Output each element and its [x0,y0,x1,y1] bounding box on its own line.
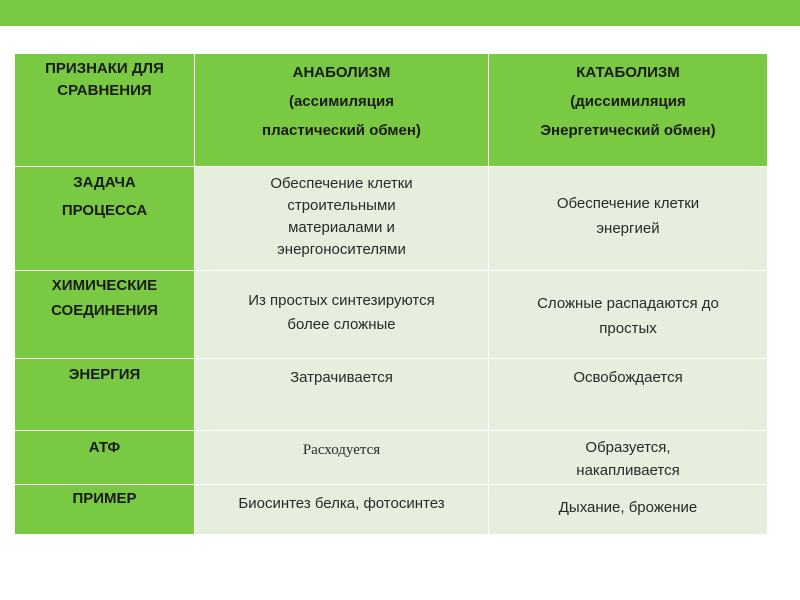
header-criteria-line: ПРИЗНАКИ ДЛЯ [45,60,164,77]
row-label-task [15,167,195,271]
header-criteria-line: СРАВНЕНИЯ [57,82,152,99]
cell-line: Дыхание, брожение [558,499,698,516]
row-label-energy [15,359,195,431]
cell-line: накапливается [576,462,680,479]
table-row [15,485,768,535]
cell-line: энергоносителями [277,241,406,258]
cell-anabolism-task [195,167,489,271]
cell-line: Биосинтез белка, фотосинтез [238,495,445,512]
comparison-table [14,53,767,534]
cell-line: энергией [596,220,660,237]
header-catabolism-title: КАТАБОЛИЗМ [576,64,680,81]
row-label-line: ЗАДАЧА [73,174,136,191]
row-label-example [15,485,195,535]
row-label-compounds [15,271,195,359]
table-row [15,271,768,359]
table-row [15,431,768,485]
cell-line: более сложные [287,316,396,333]
header-anabolism-title: АНАБОЛИЗМ [292,64,391,81]
header-catabolism-line: Энергетический обмен) [540,122,716,139]
table-row [15,359,768,431]
top-accent-bar [0,0,800,26]
row-label-atp [15,431,195,485]
cell-line: строительными [287,197,396,214]
cell-line: Обеспечение клетки [556,195,700,212]
cell-line: Освобождается [573,369,683,386]
cell-anabolism-example [195,485,489,535]
table-row [15,167,768,271]
row-label-line: СОЕДИНЕНИЯ [51,302,158,319]
cell-catabolism-energy [489,359,768,431]
row-label-line: ЭНЕРГИЯ [68,366,141,383]
header-anabolism [195,54,489,167]
cell-catabolism-compounds [489,271,768,359]
cell-line: Сложные распадаются до [537,295,719,312]
header-catabolism [489,54,768,167]
cell-line: Расходуется [302,442,381,458]
cell-line: Образуется, [585,439,671,456]
cell-anabolism-compounds [195,271,489,359]
cell-catabolism-atp [489,431,768,485]
cell-line: материалами и [288,219,395,236]
cell-line: Из простых синтезируются [248,292,435,309]
header-row [15,54,768,167]
cell-line: Обеспечение клетки [270,175,413,192]
cell-line: Затрачивается [290,369,393,386]
row-label-line: ПРИМЕР [72,490,137,507]
cell-catabolism-task [489,167,768,271]
row-label-line: ПРОЦЕССА [61,202,148,219]
header-anabolism-line: пластический обмен) [262,122,421,139]
cell-catabolism-example [489,485,768,535]
header-criteria [15,54,195,167]
cell-anabolism-energy [195,359,489,431]
cell-line: простых [599,320,657,337]
cell-anabolism-atp [195,431,489,485]
header-catabolism-line: (диссимиляция [570,93,686,110]
row-label-line: АТФ [88,439,121,456]
header-anabolism-line: (ассимиляция [288,93,395,110]
row-label-line: ХИМИЧЕСКИЕ [51,277,158,294]
